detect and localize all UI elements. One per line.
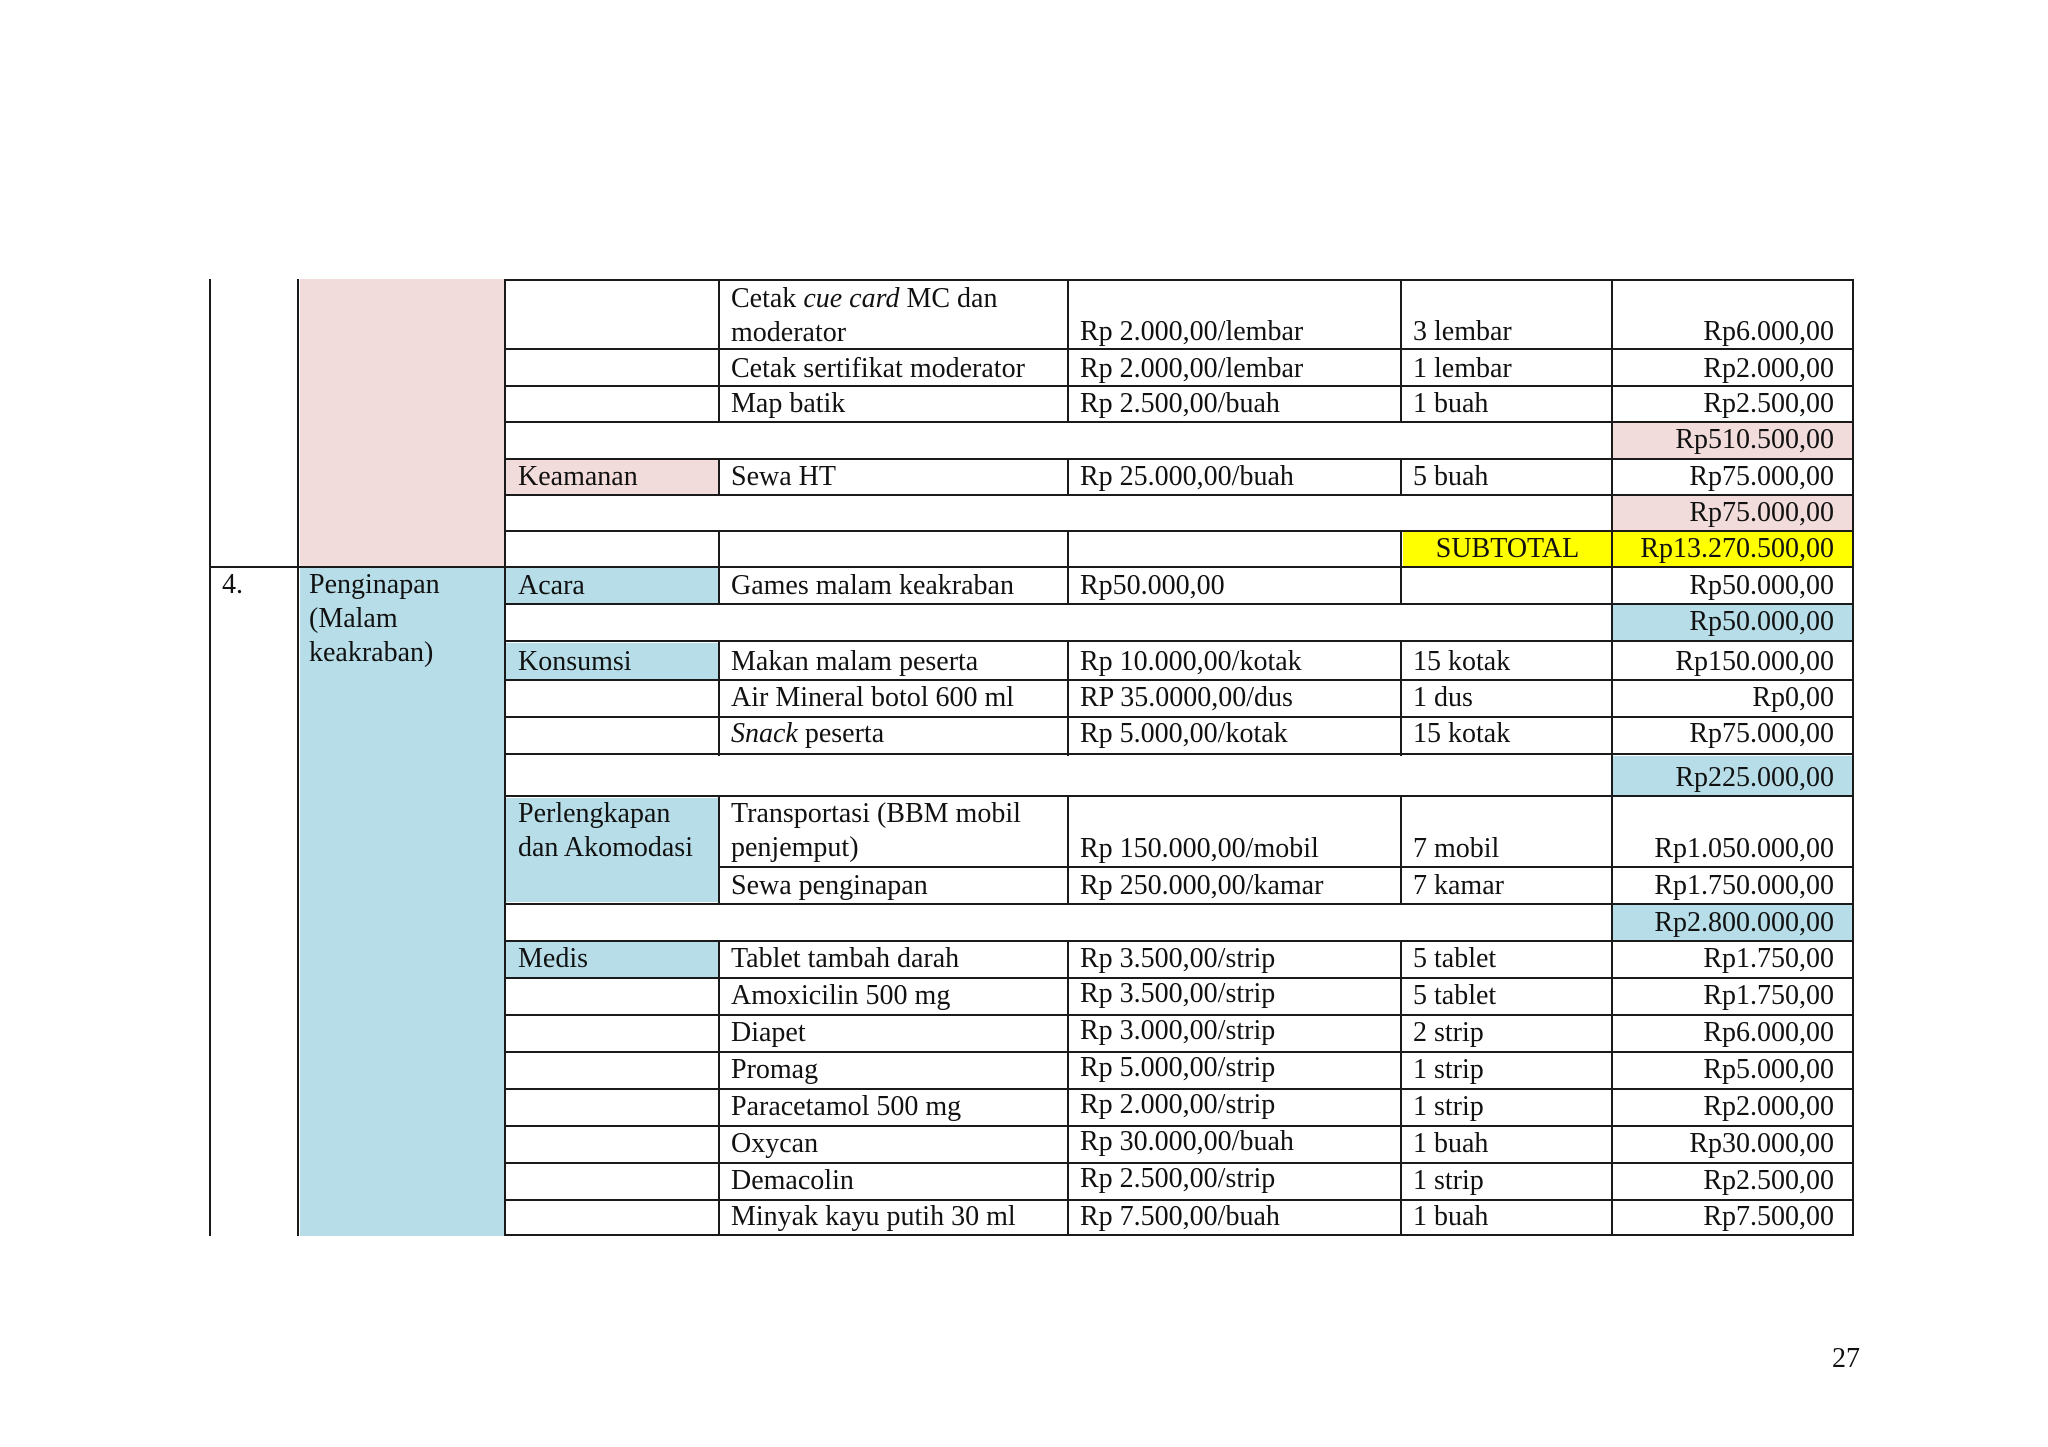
section-title: Penginapan (Malam keakraban) [309, 569, 440, 668]
total-cell: Rp1.750,00 [1703, 980, 1834, 1011]
grand-subtotal-label: SUBTOTAL [1435, 533, 1580, 564]
category-label-konsumsi: Konsumsi [518, 646, 632, 677]
qty-cell: 1 strip [1413, 1165, 1484, 1196]
price-cell: Rp 2.500,00/strip [1080, 1163, 1276, 1194]
total-cell: Rp1.050.000,00 [1654, 833, 1834, 864]
item-cell: Map batik [731, 388, 846, 419]
item-cell: Snack peserta [731, 718, 885, 749]
item-cell: Cetak cue card MC dan moderator [731, 283, 998, 348]
section-number: 4. [222, 569, 243, 600]
grid-line [718, 641, 720, 756]
category-label-acara: Acara [518, 570, 585, 601]
price-cell: Rp 25.000,00/buah [1080, 461, 1294, 492]
grid-line [1400, 459, 1402, 495]
item-cell: Cetak sertifikat moderator [731, 353, 1025, 384]
grid-line [504, 640, 1854, 642]
total-cell: Rp6.000,00 [1703, 1017, 1834, 1048]
grid-line [1067, 531, 1069, 605]
qty-cell: 2 strip [1413, 1017, 1484, 1048]
item-cell: Sewa HT [731, 461, 836, 492]
price-cell: Rp 2.000,00/strip [1080, 1089, 1276, 1120]
grid-line [1400, 531, 1402, 605]
grid-line [504, 753, 1854, 755]
grid-line [297, 279, 299, 1236]
item-cell: Amoxicilin 500 mg [731, 980, 951, 1011]
qty-cell: 15 kotak [1413, 646, 1511, 677]
category-label-keamanan: Keamanan [518, 461, 638, 492]
price-cell: Rp 30.000,00/buah [1080, 1126, 1294, 1157]
category-label-perlengkapan: Perlengkapan dan Akomodasi [518, 798, 693, 863]
total-cell: Rp1.750.000,00 [1654, 870, 1834, 901]
section-3-name-cell [300, 279, 504, 566]
grid-line [1067, 796, 1069, 905]
price-cell: Rp 3.500,00/strip [1080, 943, 1276, 974]
price-cell: Rp 7.500,00/buah [1080, 1201, 1280, 1232]
subtotal-cell: Rp510.500,00 [1675, 424, 1834, 455]
grid-line [1067, 641, 1069, 756]
qty-cell: 15 kotak [1413, 718, 1511, 749]
price-cell: Rp 2.500,00/buah [1080, 388, 1280, 419]
total-cell: Rp75.000,00 [1689, 718, 1834, 749]
total-cell: Rp75.000,00 [1689, 461, 1834, 492]
qty-cell: 1 buah [1413, 388, 1489, 419]
subtotal-cell: Rp75.000,00 [1689, 497, 1834, 528]
grid-line [504, 566, 1854, 568]
item-cell: Sewa penginapan [731, 870, 928, 901]
grid-line [718, 531, 720, 605]
price-cell: Rp 5.000,00/kotak [1080, 718, 1288, 749]
item-cell: Tablet tambah darah [731, 943, 960, 974]
price-cell: Rp 5.000,00/strip [1080, 1052, 1276, 1083]
subtotal-cell: Rp225.000,00 [1675, 762, 1834, 793]
qty-cell: 7 mobil [1413, 833, 1500, 864]
qty-cell: 7 kamar [1413, 870, 1504, 901]
item-cell: Promag [731, 1054, 819, 1085]
price-cell: Rp 150.000,00/mobil [1080, 833, 1319, 864]
grand-subtotal-value: Rp13.270.500,00 [1640, 533, 1834, 564]
item-cell: Oxycan [731, 1128, 819, 1159]
grid-line [718, 796, 720, 905]
total-cell: Rp7.500,00 [1703, 1201, 1834, 1232]
price-cell: Rp 3.000,00/strip [1080, 1015, 1276, 1046]
qty-cell: 3 lembar [1413, 316, 1512, 347]
item-cell: Air Mineral botol 600 ml [731, 682, 1015, 713]
total-cell: Rp150.000,00 [1675, 646, 1834, 677]
total-cell: Rp5.000,00 [1703, 1054, 1834, 1085]
page-number: 27 [1832, 1343, 1860, 1374]
qty-cell: 1 strip [1413, 1091, 1484, 1122]
grid-line [504, 1234, 1854, 1236]
item-cell: Transportasi (BBM mobil penjemput) [731, 798, 1021, 863]
qty-cell: 5 tablet [1413, 943, 1497, 974]
price-cell: RP 35.0000,00/dus [1080, 682, 1293, 713]
total-cell: Rp2.000,00 [1703, 1091, 1834, 1122]
item-cell: Games malam keakraban [731, 570, 1014, 601]
grid-line [718, 459, 720, 495]
total-cell: Rp0,00 [1752, 682, 1834, 713]
grid-line [209, 279, 211, 1236]
grid-line [1067, 459, 1069, 495]
item-cell: Minyak kayu putih 30 ml [731, 1201, 1016, 1232]
price-cell: Rp 2.000,00/lembar [1080, 353, 1304, 384]
total-cell: Rp2.500,00 [1703, 388, 1834, 419]
item-cell: Demacolin [731, 1165, 854, 1196]
total-cell: Rp2.000,00 [1703, 353, 1834, 384]
total-cell: Rp2.500,00 [1703, 1165, 1834, 1196]
item-cell: Makan malam peserta [731, 646, 979, 677]
qty-cell: 1 buah [1413, 1128, 1489, 1159]
price-cell: Rp50.000,00 [1080, 570, 1225, 601]
grid-line [1067, 279, 1069, 423]
grid-line [504, 903, 1854, 905]
qty-cell: 1 dus [1413, 682, 1473, 713]
price-cell: Rp 10.000,00/kotak [1080, 646, 1302, 677]
subtotal-cell: Rp2.800.000,00 [1654, 907, 1834, 938]
qty-cell: 5 buah [1413, 461, 1489, 492]
subtotal-cell: Rp50.000,00 [1689, 606, 1834, 637]
item-cell: Diapet [731, 1017, 806, 1048]
qty-cell: 1 strip [1413, 1054, 1484, 1085]
grid-line [718, 279, 720, 423]
total-cell: Rp50.000,00 [1689, 570, 1834, 601]
grid-line [718, 866, 1854, 868]
price-cell: Rp 3.500,00/strip [1080, 978, 1276, 1009]
qty-cell: 5 tablet [1413, 980, 1497, 1011]
grid-line [1400, 279, 1402, 423]
total-cell: Rp1.750,00 [1703, 943, 1834, 974]
qty-cell: 1 buah [1413, 1201, 1489, 1232]
total-cell: Rp6.000,00 [1703, 316, 1834, 347]
category-label-medis: Medis [518, 943, 588, 974]
grid-line [504, 279, 1854, 281]
price-cell: Rp 250.000,00/kamar [1080, 870, 1324, 901]
price-cell: Rp 2.000,00/lembar [1080, 316, 1304, 347]
total-cell: Rp30.000,00 [1689, 1128, 1834, 1159]
item-cell: Paracetamol 500 mg [731, 1091, 962, 1122]
grid-line [1400, 796, 1402, 905]
grid-line [1400, 641, 1402, 756]
qty-cell: 1 lembar [1413, 353, 1512, 384]
